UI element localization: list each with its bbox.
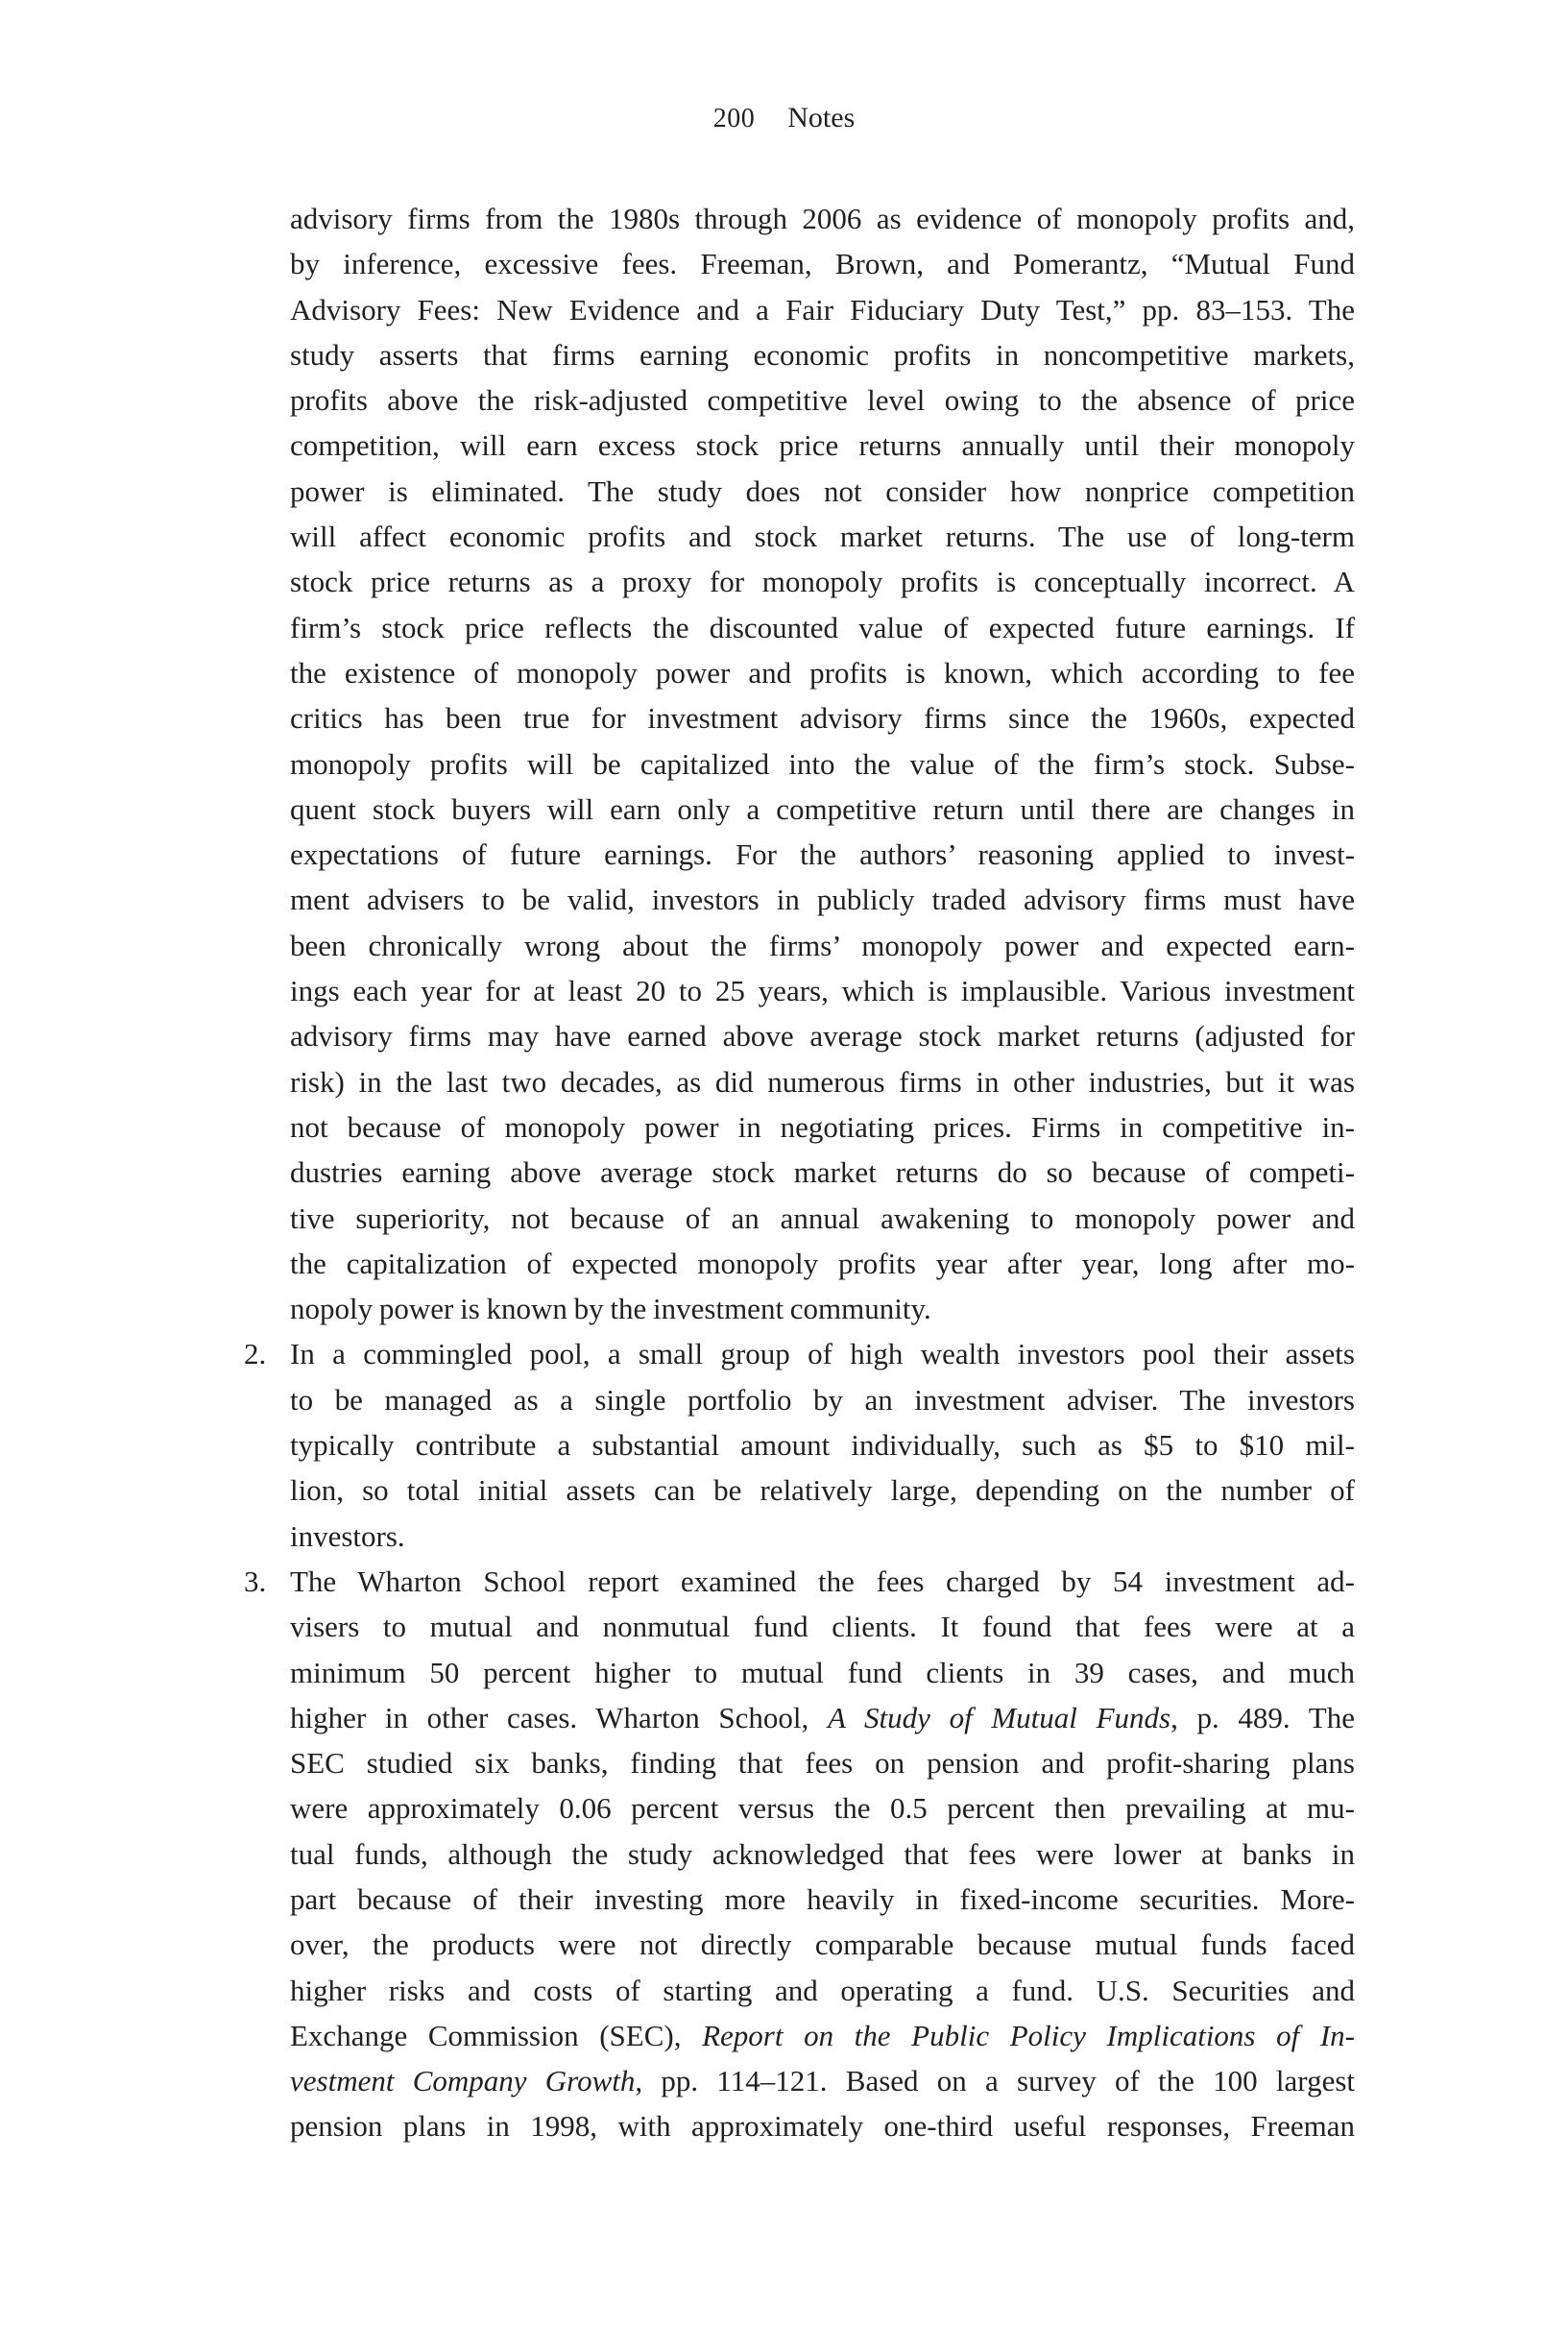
text-line: ings each year for at least 20 to 25 years, which is implausible. Various investment bbox=[290, 974, 1355, 1008]
text-line: stock price returns as a proxy for monopoly profits is conceptually incorrect. A bbox=[290, 565, 1355, 599]
text-line: were approximately 0.06 percent versus the 0.5 percent then prevailing at mu- bbox=[290, 1791, 1355, 1826]
text-line: visers to mutual and nonmutual fund clients. It found that fees were at a bbox=[290, 1610, 1355, 1644]
text-line: the existence of monopoly power and profits is known, which according to fee bbox=[290, 655, 1355, 690]
text-line: been chronically wrong about the firms’ monopoly power and expected earn- bbox=[290, 928, 1355, 962]
text-line: higher risks and costs of starting and operating a fund. U.S. Securities and bbox=[290, 1973, 1355, 2007]
text-line: critics has been true for investment advisory firms since the 1960s, expected bbox=[290, 701, 1355, 736]
text-line bbox=[290, 1695, 1355, 1740]
notes-text-block bbox=[244, 196, 1355, 2149]
text-line: by inference, excessive fees. Freeman, Brown, and Pomerantz, “Mutual Fund bbox=[290, 247, 1355, 281]
text-line: quent stock buyers will earn only a competitive return until there are changes in bbox=[290, 791, 1355, 826]
line-text: , p. 489. The bbox=[1170, 1700, 1355, 1734]
report-title: vestment Company Growth bbox=[290, 2064, 636, 2098]
text-line: power is eliminated. The study does not consider how nonprice competition bbox=[290, 473, 1355, 508]
text-line: to be managed as a single portfolio by an investment adviser. The investors bbox=[290, 1382, 1355, 1417]
text-line: will affect economic profits and stock market returns. The use of long-term bbox=[290, 520, 1355, 554]
page-number: 200 bbox=[712, 104, 756, 133]
text-line: advisory firms from the 1980s through 2006 as evidence of monopoly profits and, bbox=[290, 202, 1355, 235]
text-line: profits above the risk-adjusted competitive level owing to the absence of price bbox=[290, 383, 1355, 418]
text-line: not because of monopoly power in negotiating prices. Firms in competitive in- bbox=[290, 1109, 1355, 1144]
section-title: Notes bbox=[787, 102, 856, 133]
text-line: part because of their investing more heavily in fixed-income securities. More- bbox=[290, 1881, 1355, 1916]
text-line bbox=[244, 1331, 1355, 1376]
line-text: The Wharton School report examined the fees charged by 54 investment ad- bbox=[290, 1564, 1355, 1598]
note-continuation bbox=[290, 196, 1355, 1331]
text-line: tual funds, although the study acknowledged that fees were lower at banks in bbox=[290, 1836, 1355, 1871]
text-line: lion, so total initial assets can be relatively large, depending on the number of bbox=[290, 1473, 1355, 1508]
text-line bbox=[290, 2013, 1355, 2058]
running-head bbox=[0, 99, 1568, 138]
text-line bbox=[290, 2058, 1355, 2103]
line-text: higher in other cases. Wharton School, bbox=[290, 1700, 828, 1734]
text-line: investors. bbox=[290, 1518, 405, 1553]
text-line: advisory firms may have earned above average stock market returns (adjusted for bbox=[290, 1019, 1355, 1054]
note-number: 2. bbox=[244, 1337, 267, 1371]
text-line: firm’s stock price reflects the discounted value of expected future earnings. If bbox=[290, 610, 1355, 644]
text-line: SEC studied six banks, finding that fees on pension and profit-sharing plans bbox=[290, 1746, 1355, 1781]
book-title: A Study of Mutual Funds bbox=[827, 1700, 1171, 1734]
text-line: study asserts that firms earning economic profits in noncompetitive markets, bbox=[290, 337, 1355, 372]
text-line: ment advisers to be valid, investors in publicly traded advisory firms must have bbox=[290, 883, 1355, 917]
note-3 bbox=[244, 1559, 1355, 2149]
text-line: monopoly profits will be capitalized into the value of the firm’s stock. Subse- bbox=[290, 746, 1355, 781]
text-line: tive superiority, not because of an annual awakening to monopoly power and bbox=[290, 1200, 1355, 1235]
text-line: Advisory Fees: New Evidence and a Fair Fiduciary Duty Test,” pp. 83–153. The bbox=[290, 292, 1355, 327]
report-title: Report on the Public Policy Implications of In- bbox=[702, 2018, 1355, 2052]
note-2 bbox=[244, 1331, 1355, 1558]
text-line: dustries earning above average stock market returns do so because of competi- bbox=[290, 1155, 1355, 1190]
text-line bbox=[244, 1559, 1355, 1604]
text-line: minimum 50 percent higher to mutual fund clients in 39 cases, and much bbox=[290, 1655, 1355, 1689]
text-line: over, the products were not directly comparable because mutual funds faced bbox=[290, 1928, 1355, 1962]
line-text: , pp. 114–121. Based on a survey of the 100 largest bbox=[635, 2064, 1355, 2098]
text-line: risk) in the last two decades, as did numerous firms in other industries, but it was bbox=[290, 1064, 1355, 1099]
line-text: In a commingled pool, a small group of high wealth investors pool their assets bbox=[290, 1337, 1355, 1371]
note-number: 3. bbox=[244, 1564, 267, 1598]
text-line: typically contribute a substantial amount individually, such as $5 to $10 mil- bbox=[290, 1428, 1355, 1463]
text-line: pension plans in 1998, with approximately one-third useful responses, Freeman bbox=[290, 2109, 1355, 2144]
text-line: the capitalization of expected monopoly profits year after year, long after mo- bbox=[290, 1246, 1355, 1280]
text-line: competition, will earn excess stock price returns annually until their monopoly bbox=[290, 428, 1355, 463]
text-line: expectations of future earnings. For the authors’ reasoning applied to invest- bbox=[290, 837, 1355, 872]
text-line: nopoly power is known by the investment community. bbox=[290, 1292, 931, 1326]
line-text: Exchange Commission (SEC), bbox=[290, 2018, 703, 2052]
